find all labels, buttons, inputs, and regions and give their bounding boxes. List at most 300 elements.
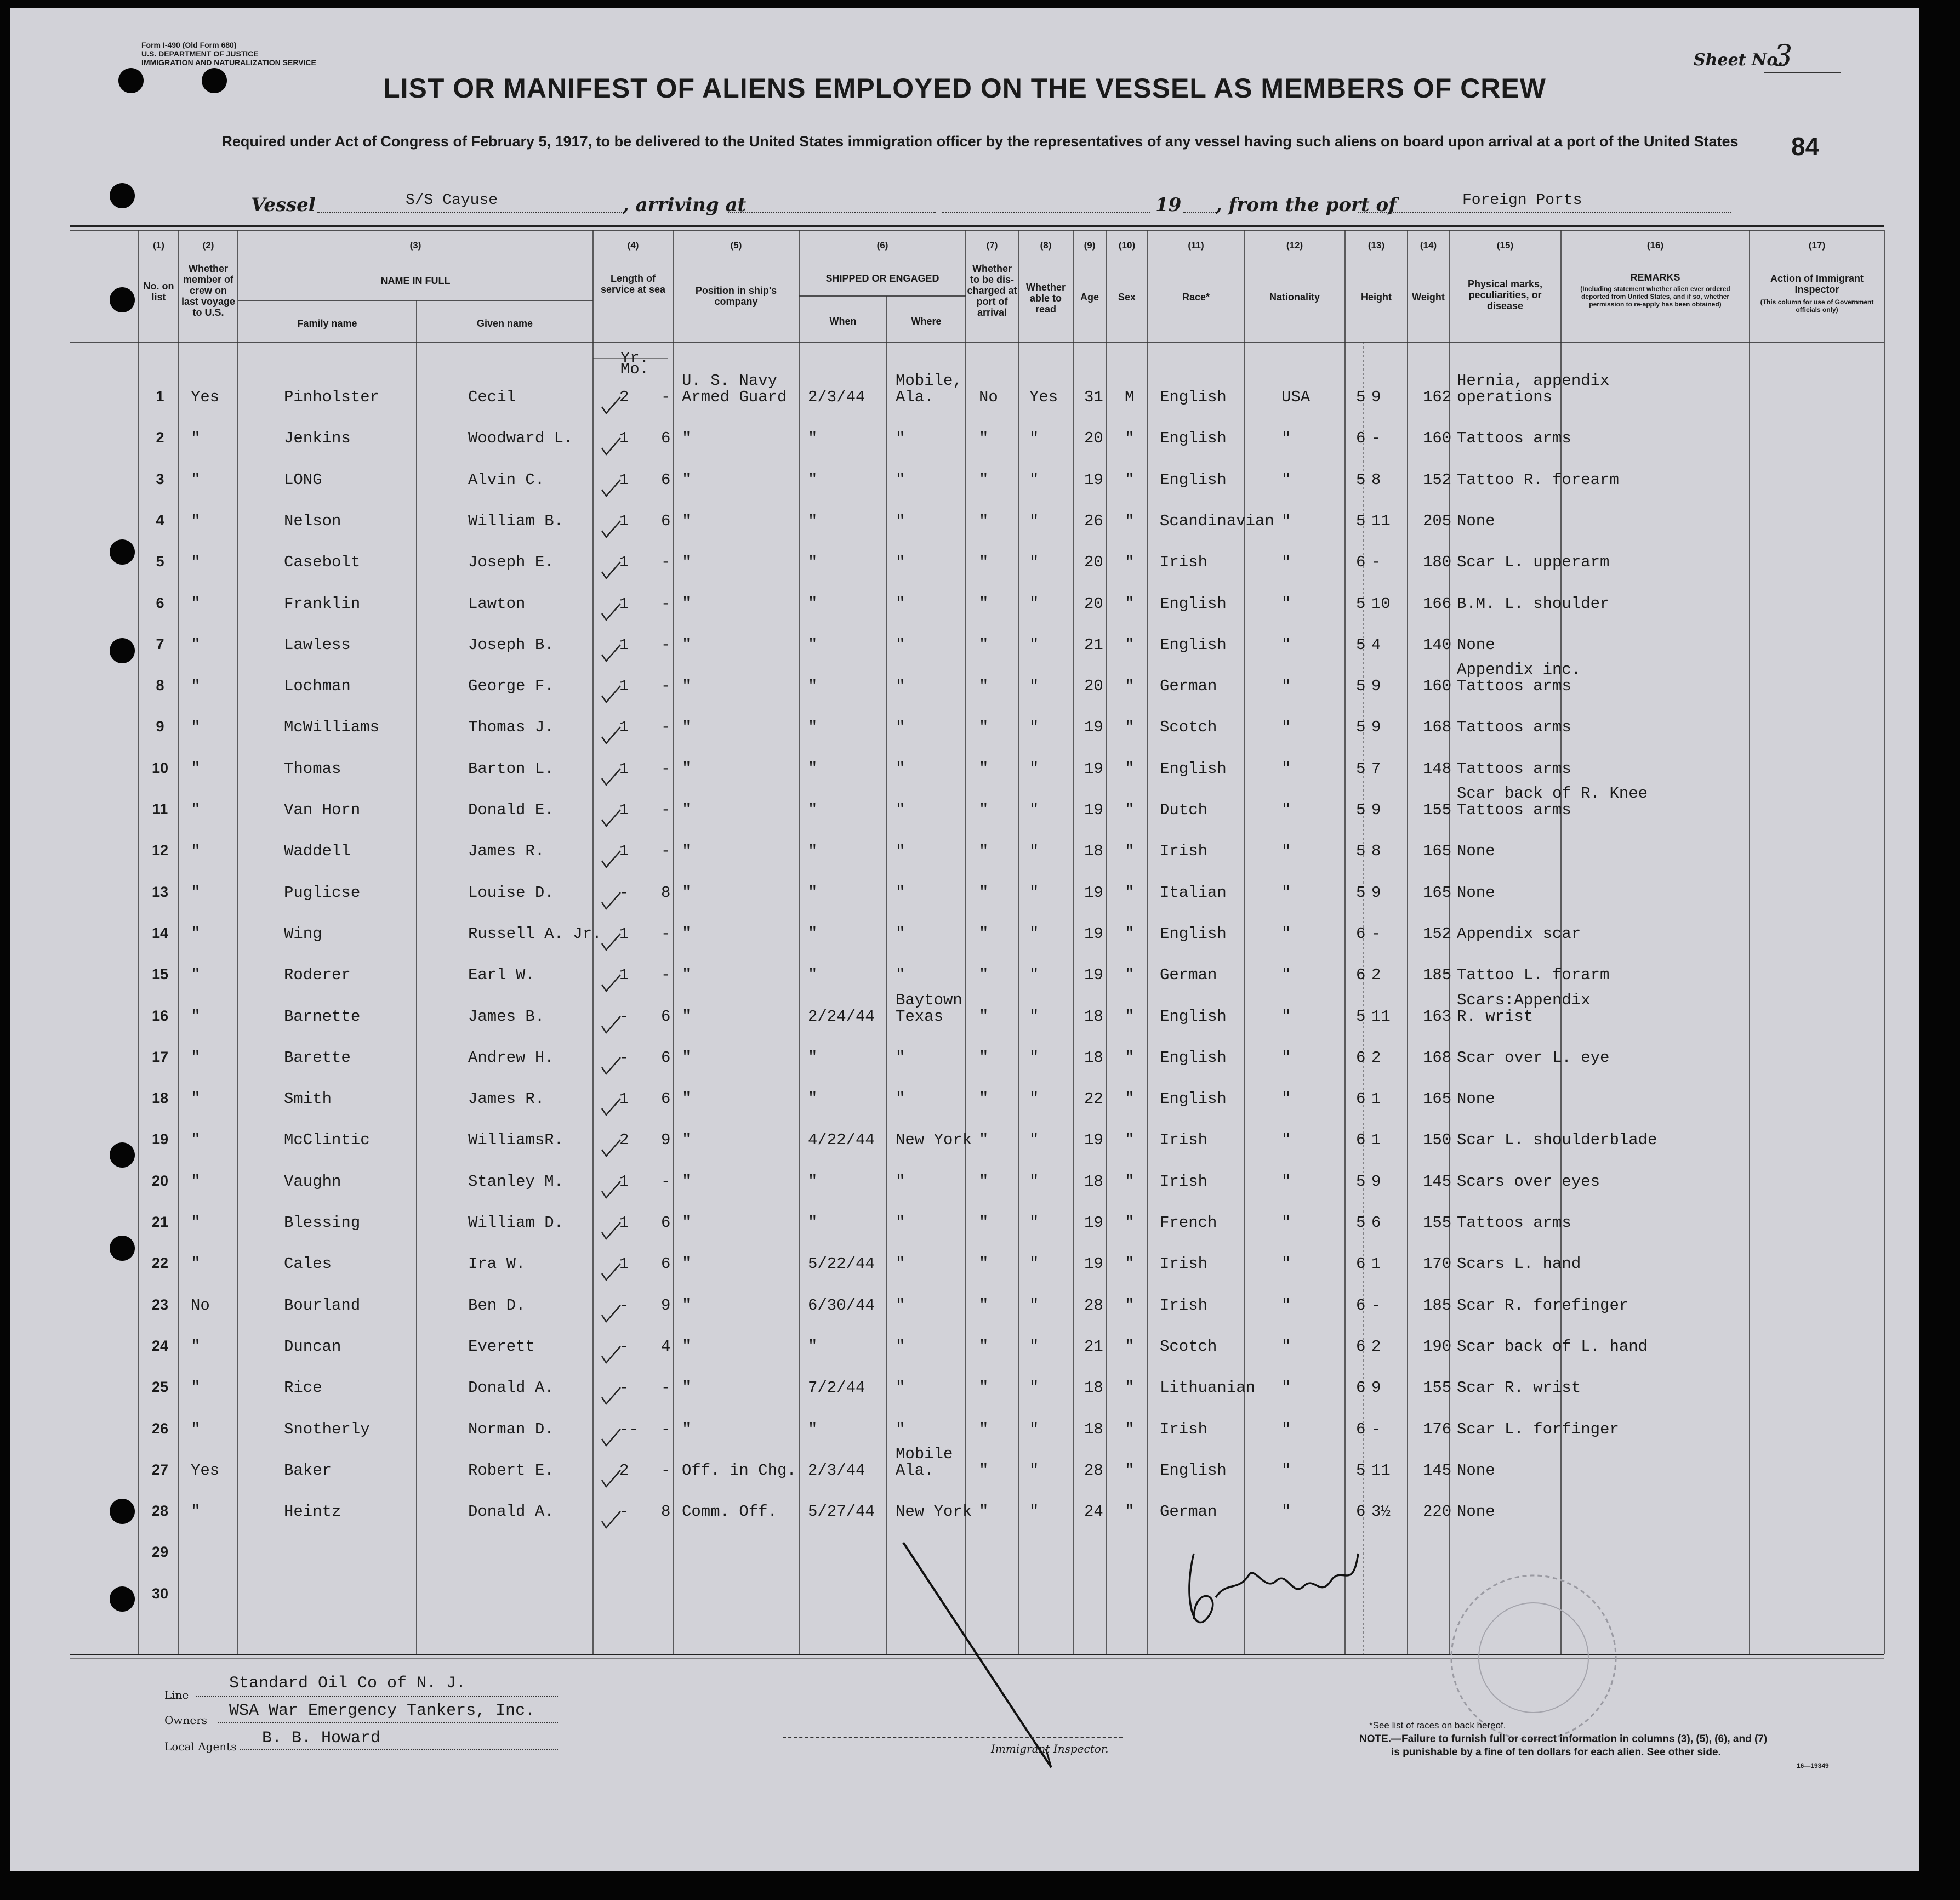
- colnum-15: (15): [1496, 240, 1514, 251]
- row-number: 1: [156, 388, 164, 405]
- cell-mo: -: [661, 718, 671, 737]
- cell-marks: Scars over eyes: [1457, 1172, 1600, 1191]
- from-port-label: , from the port of: [1216, 194, 1397, 216]
- cell-hft: 6: [1356, 1255, 1366, 1273]
- vessel-name: S/S Cayuse: [406, 192, 498, 209]
- cell-disch: ": [979, 842, 989, 861]
- cell-weight: 155: [1423, 1214, 1452, 1232]
- check-mark-icon: [601, 1426, 623, 1448]
- cell-where: ": [896, 1337, 905, 1356]
- cell-hft: 6: [1356, 1090, 1366, 1108]
- check-mark-icon: [601, 765, 623, 787]
- cell-sex: ": [1125, 883, 1135, 902]
- row-number: 2: [156, 429, 164, 446]
- cell-disch: ": [979, 1337, 989, 1356]
- cell-when: ": [808, 677, 818, 696]
- cell-mo: 8: [661, 1503, 671, 1521]
- cell-mo: 9: [661, 1131, 671, 1150]
- check-mark-icon: [601, 394, 623, 416]
- header-when: When: [829, 316, 857, 327]
- cell-age: 19: [1084, 801, 1103, 819]
- cell-when: 2/24/44: [808, 1007, 875, 1026]
- cell-read: ": [1029, 801, 1039, 819]
- cell-family: Lochman: [284, 677, 351, 696]
- header-remarks: REMARKS: [1630, 272, 1680, 283]
- table-row: [10, 372, 1919, 420]
- cell-mo: -: [661, 842, 671, 861]
- cell-sex: ": [1125, 635, 1135, 654]
- cell-read: ": [1029, 511, 1039, 530]
- cell-disch: ": [979, 1379, 989, 1397]
- cell-yr: -: [619, 1379, 629, 1397]
- cell-disch: ": [979, 429, 989, 448]
- cell-position: ": [682, 1007, 692, 1026]
- cell-disch: ": [979, 1214, 989, 1232]
- cell-prev: ": [191, 883, 201, 902]
- header-name-in-full: NAME IN FULL: [380, 275, 451, 286]
- cell-weight: 205: [1423, 511, 1452, 530]
- cell-when: ": [808, 470, 818, 489]
- cell-when: ": [808, 511, 818, 530]
- cell-mo: -: [661, 1461, 671, 1480]
- cell-given: Norman D.: [468, 1420, 554, 1438]
- cell-position: ": [682, 883, 692, 902]
- cell-disch: ": [979, 1007, 989, 1026]
- cell-yr: 1: [619, 924, 629, 943]
- cell-hft: 5: [1356, 883, 1366, 902]
- cell-prev: ": [191, 1048, 201, 1067]
- row-number: 4: [156, 511, 164, 528]
- cell-marks: Appendix inc. Tattoos arms: [1457, 661, 1581, 696]
- cell-mo: -: [661, 1379, 671, 1397]
- cell-disch: ": [979, 553, 989, 572]
- cell-given: James B.: [468, 1007, 545, 1026]
- cell-race: Irish: [1160, 1131, 1208, 1150]
- cell-where: ": [896, 1296, 905, 1315]
- cell-hft: 5: [1356, 1461, 1366, 1480]
- cell-marks: None: [1457, 842, 1495, 861]
- cell-age: 20: [1084, 429, 1103, 448]
- cell-weight: 170: [1423, 1255, 1452, 1273]
- cell-where: ": [896, 842, 905, 861]
- cell-disch: ": [979, 924, 989, 943]
- cell-marks: Tattoos arms: [1457, 1214, 1571, 1232]
- cell-weight: 220: [1423, 1503, 1452, 1521]
- cell-yr: 1: [619, 511, 629, 530]
- cell-given: WilliamsR.: [468, 1131, 564, 1150]
- cell-when: ": [808, 1048, 818, 1067]
- cell-yr: -: [619, 883, 629, 902]
- cell-position: ": [682, 966, 692, 985]
- cell-hin: 9: [1371, 801, 1381, 819]
- cell-race: French: [1160, 1214, 1217, 1232]
- cell-age: 18: [1084, 1048, 1103, 1067]
- cell-age: 19: [1084, 1131, 1103, 1150]
- cell-nat: ": [1281, 1420, 1291, 1438]
- check-mark-icon: [601, 559, 623, 581]
- row-number: 3: [156, 470, 164, 487]
- cell-marks: None: [1457, 883, 1495, 902]
- check-mark-icon: [601, 806, 623, 828]
- cell-sex: ": [1125, 1420, 1135, 1438]
- cell-mo: 6: [661, 1007, 671, 1026]
- cell-when: ": [808, 1090, 818, 1108]
- check-mark-icon: [601, 476, 623, 498]
- row-number: 24: [151, 1337, 169, 1354]
- table-row: [10, 1331, 1919, 1369]
- cell-mo: -: [661, 553, 671, 572]
- header-nationality: Nationality: [1269, 292, 1320, 303]
- form-note: Form I-490 (Old Form 680) U.S. DEPARTMENT OF JUSTICE IMMIGRATION AND NATURALIZATION SERVICE: [141, 41, 316, 67]
- cell-yr: -: [619, 1007, 629, 1026]
- cell-read: ": [1029, 1255, 1039, 1273]
- cell-hin: 6: [1371, 1214, 1381, 1232]
- cell-race: Irish: [1160, 1255, 1208, 1273]
- cell-yr: -: [619, 1503, 629, 1521]
- cell-race: Irish: [1160, 1420, 1208, 1438]
- table-row: [10, 1207, 1919, 1245]
- sheet-label: Sheet No.: [1694, 50, 1784, 70]
- cell-mo: 6: [661, 1214, 671, 1232]
- cell-disch: ": [979, 759, 989, 778]
- cell-position: U. S. Navy Armed Guard: [682, 372, 787, 406]
- row-number: 28: [151, 1503, 169, 1520]
- cell-age: 21: [1084, 1337, 1103, 1356]
- cell-when: ": [808, 966, 818, 985]
- cell-disch: ": [979, 718, 989, 737]
- cell-mo: -: [661, 594, 671, 613]
- cell-family: LONG: [284, 470, 322, 489]
- cell-hin: 9: [1371, 883, 1381, 902]
- cell-nat: ": [1281, 924, 1291, 943]
- cell-prev: ": [191, 1214, 201, 1232]
- cell-marks: None: [1457, 1461, 1495, 1480]
- colnum-6: (6): [876, 240, 888, 251]
- cell-weight: 160: [1423, 677, 1452, 696]
- cell-sex: ": [1125, 1503, 1135, 1521]
- cell-nat: ": [1281, 718, 1291, 737]
- cell-sex: ": [1125, 1337, 1135, 1356]
- cell-sex: ": [1125, 842, 1135, 861]
- cell-read: ": [1029, 883, 1039, 902]
- cell-weight: 185: [1423, 1296, 1452, 1315]
- cell-disch: ": [979, 883, 989, 902]
- cell-family: Lawless: [284, 635, 351, 654]
- cell-nat: ": [1281, 883, 1291, 902]
- cell-prev: Yes: [191, 388, 220, 406]
- cell-when: 2/3/44: [808, 388, 865, 406]
- cell-given: William B.: [468, 511, 564, 530]
- cell-read: Yes: [1029, 388, 1058, 406]
- cell-yr: 1: [619, 1172, 629, 1191]
- cell-when: 5/22/44: [808, 1255, 875, 1273]
- cell-hin: 1: [1371, 1090, 1381, 1108]
- cell-hft: 6: [1356, 1379, 1366, 1397]
- cell-disch: ": [979, 594, 989, 613]
- cell-nat: ": [1281, 1503, 1291, 1521]
- cell-marks: Scar back of L. hand: [1457, 1337, 1648, 1356]
- cell-sex: M: [1125, 388, 1135, 406]
- cell-read: ": [1029, 1461, 1039, 1480]
- row-number: 9: [156, 718, 164, 735]
- cell-marks: Tattoo L. forarm: [1457, 966, 1610, 985]
- cell-nat: ": [1281, 759, 1291, 778]
- cell-mo: 6: [661, 429, 671, 448]
- cell-where: ": [896, 429, 905, 448]
- cell-race: Dutch: [1160, 801, 1208, 819]
- cell-race: English: [1160, 388, 1227, 406]
- colnum-2: (2): [202, 240, 214, 251]
- cell-yr: -: [619, 1048, 629, 1067]
- cell-prev: ": [191, 718, 201, 737]
- cell-hin: 2: [1371, 966, 1381, 985]
- cell-prev: ": [191, 842, 201, 861]
- cell-age: 28: [1084, 1296, 1103, 1315]
- cell-hin: -: [1371, 924, 1381, 943]
- cell-hin: -: [1371, 553, 1381, 572]
- cell-family: Snotherly: [284, 1420, 370, 1438]
- arriving-label: , arriving at: [623, 194, 747, 216]
- cell-age: 19: [1084, 470, 1103, 489]
- cell-position: ": [682, 1255, 692, 1273]
- cell-weight: 160: [1423, 429, 1452, 448]
- cell-position: ": [682, 553, 692, 572]
- cell-prev: ": [191, 966, 201, 985]
- cell-weight: 162: [1423, 388, 1452, 406]
- owners-value: WSA War Emergency Tankers, Inc.: [229, 1702, 535, 1720]
- cell-prev: ": [191, 759, 201, 778]
- cell-age: 21: [1084, 635, 1103, 654]
- cell-nat: ": [1281, 1214, 1291, 1232]
- cell-sex: ": [1125, 677, 1135, 696]
- header-able-to-read: Whether able to read: [1026, 282, 1066, 315]
- check-mark-icon: [601, 1054, 623, 1076]
- cell-where: ": [896, 1172, 905, 1191]
- cell-yr: --: [619, 1420, 639, 1438]
- manifest-sheet: [10, 8, 1919, 1871]
- cell-yr: 1: [619, 1255, 629, 1273]
- cell-hin: 11: [1371, 1461, 1391, 1480]
- cell-hin: -: [1371, 429, 1381, 448]
- cell-sex: ": [1125, 801, 1135, 819]
- cell-marks: Scar L. shoulderblade: [1457, 1131, 1657, 1150]
- cell-where: Baytown Texas: [896, 991, 962, 1026]
- cell-race: English: [1160, 1007, 1227, 1026]
- cell-weight: 180: [1423, 553, 1452, 572]
- cell-yr: -: [619, 1296, 629, 1315]
- cell-given: Andrew H.: [468, 1048, 554, 1067]
- cell-family: Wing: [284, 924, 322, 943]
- cell-disch: ": [979, 1131, 989, 1150]
- table-row: [10, 547, 1919, 585]
- row-number: 23: [151, 1296, 169, 1313]
- cell-disch: ": [979, 966, 989, 985]
- cell-given: Lawton: [468, 594, 526, 613]
- cell-hin: 11: [1371, 511, 1391, 530]
- cell-hft: 5: [1356, 470, 1366, 489]
- cell-hin: 9: [1371, 677, 1381, 696]
- table-row: [10, 1248, 1919, 1287]
- cell-family: Casebolt: [284, 553, 361, 572]
- cell-marks: None: [1457, 1503, 1495, 1521]
- cell-mo: 4: [661, 1337, 671, 1356]
- cell-read: ": [1029, 1007, 1039, 1026]
- cell-weight: 165: [1423, 883, 1452, 902]
- cell-family: Waddell: [284, 842, 351, 861]
- cell-disch: ": [979, 511, 989, 530]
- cell-family: McClintic: [284, 1131, 370, 1150]
- table-row: [10, 1166, 1919, 1204]
- header-discharged: Whether to be dis-charged at port of arrival: [967, 263, 1017, 318]
- table-row: [10, 918, 1919, 957]
- cell-family: Jenkins: [284, 429, 351, 448]
- line-label: Line: [164, 1688, 189, 1702]
- cell-weight: 155: [1423, 1379, 1452, 1397]
- cell-nat: ": [1281, 470, 1291, 489]
- cell-age: 18: [1084, 1379, 1103, 1397]
- cell-where: ": [896, 1255, 905, 1273]
- agents-value: B. B. Howard: [262, 1729, 381, 1748]
- cell-yr: 1: [619, 842, 629, 861]
- cell-yr: 1: [619, 1090, 629, 1108]
- table-row: [10, 1496, 1919, 1534]
- cell-weight: 165: [1423, 842, 1452, 861]
- cell-sex: ": [1125, 1214, 1135, 1232]
- table-row: [10, 1444, 1919, 1493]
- vessel-label: Vessel: [251, 194, 316, 216]
- header-family-name: Family name: [297, 318, 357, 329]
- cell-mo: -: [661, 924, 671, 943]
- cell-where: New York: [896, 1131, 972, 1150]
- cell-when: ": [808, 635, 818, 654]
- cell-prev: ": [191, 470, 201, 489]
- cell-race: English: [1160, 429, 1227, 448]
- cell-hft: 5: [1356, 1007, 1366, 1026]
- cell-marks: Scar R. forefinger: [1457, 1296, 1629, 1315]
- cell-read: ": [1029, 1296, 1039, 1315]
- cell-hft: 6: [1356, 966, 1366, 985]
- cell-mo: -: [661, 677, 671, 696]
- cell-race: Irish: [1160, 1296, 1208, 1315]
- penalty-note-2: is punishable by a fine of ten dollars for each alien. See other side.: [1391, 1747, 1721, 1758]
- cell-sex: ": [1125, 511, 1135, 530]
- cell-disch: ": [979, 635, 989, 654]
- cell-nat: ": [1281, 1296, 1291, 1315]
- cell-mo: -: [661, 966, 671, 985]
- cell-race: German: [1160, 966, 1217, 985]
- cell-age: 20: [1084, 553, 1103, 572]
- header-shipped-engaged: SHIPPED OR ENGAGED: [825, 273, 939, 284]
- table-row: [10, 835, 1919, 874]
- cell-weight: 168: [1423, 1048, 1452, 1067]
- cell-position: ": [682, 759, 692, 778]
- check-mark-icon: [601, 724, 623, 746]
- cell-family: Blessing: [284, 1214, 361, 1232]
- cell-given: Cecil: [468, 388, 516, 406]
- cell-race: English: [1160, 470, 1227, 489]
- cell-age: 28: [1084, 1461, 1103, 1480]
- cell-when: 7/2/44: [808, 1379, 865, 1397]
- cell-family: Bourland: [284, 1296, 361, 1315]
- row-number: 29: [151, 1544, 169, 1561]
- check-mark-icon: [601, 1095, 623, 1117]
- row-number: 12: [151, 842, 169, 859]
- cell-prev: ": [191, 594, 201, 613]
- header-no-on-list: No. on list: [143, 281, 174, 303]
- cell-race: Scandinavian: [1160, 511, 1274, 530]
- cell-prev: No: [191, 1296, 210, 1315]
- cell-hft: 6: [1356, 1420, 1366, 1438]
- cell-sex: ": [1125, 1048, 1135, 1067]
- cell-nat: ": [1281, 1461, 1291, 1480]
- cell-given: Russell A. Jr.: [468, 924, 602, 943]
- cell-where: ": [896, 718, 905, 737]
- page-stamp: 84: [1791, 132, 1820, 161]
- cell-weight: 155: [1423, 801, 1452, 819]
- cell-position: ": [682, 718, 692, 737]
- cell-sex: ": [1125, 1172, 1135, 1191]
- cell-prev: ": [191, 677, 201, 696]
- cell-hft: 6: [1356, 924, 1366, 943]
- cell-read: ": [1029, 1420, 1039, 1438]
- cell-given: Earl W.: [468, 966, 535, 985]
- cell-family: McWilliams: [284, 718, 380, 737]
- row-number: 16: [151, 1007, 169, 1024]
- cell-weight: 166: [1423, 594, 1452, 613]
- header-action-inspector: Action of Immigrant Inspector: [1770, 273, 1864, 295]
- cell-family: Baker: [284, 1461, 332, 1480]
- check-mark-icon: [601, 1178, 623, 1200]
- cell-age: 26: [1084, 511, 1103, 530]
- cell-weight: 145: [1423, 1461, 1452, 1480]
- cell-hft: 5: [1356, 677, 1366, 696]
- cell-nat: ": [1281, 635, 1291, 654]
- cell-when: 2/3/44: [808, 1461, 865, 1480]
- check-mark-icon: [601, 1136, 623, 1158]
- cell-sex: ": [1125, 1090, 1135, 1108]
- line-dots: [196, 1696, 558, 1697]
- cell-where: ": [896, 924, 905, 943]
- colnum-5: (5): [730, 240, 742, 251]
- check-mark-icon: [601, 1467, 623, 1489]
- cell-given: Joseph E.: [468, 553, 554, 572]
- cell-family: Cales: [284, 1255, 332, 1273]
- cell-yr: 1: [619, 718, 629, 737]
- cell-read: ": [1029, 842, 1039, 861]
- cell-disch: ": [979, 801, 989, 819]
- cell-hft: 6: [1356, 1503, 1366, 1521]
- cell-mo: 8: [661, 883, 671, 902]
- cell-marks: Scar L. forfinger: [1457, 1420, 1619, 1438]
- cell-yr: 1: [619, 677, 629, 696]
- cell-mo: 9: [661, 1296, 671, 1315]
- line-value: Standard Oil Co of N. J.: [229, 1674, 466, 1693]
- cell-sex: ": [1125, 1007, 1135, 1026]
- cell-hft: 5: [1356, 635, 1366, 654]
- cell-prev: ": [191, 1337, 201, 1356]
- from-port: Foreign Ports: [1462, 192, 1582, 209]
- cell-hft: 5: [1356, 718, 1366, 737]
- cell-when: ": [808, 924, 818, 943]
- cell-yr: 1: [619, 594, 629, 613]
- cell-weight: 185: [1423, 966, 1452, 985]
- check-mark-icon: [601, 930, 623, 952]
- cell-read: ": [1029, 966, 1039, 985]
- cell-hin: 8: [1371, 470, 1381, 489]
- cell-nat: ": [1281, 1007, 1291, 1026]
- cell-mo: -: [661, 1420, 671, 1438]
- header-position: Position in ship's company: [695, 285, 777, 307]
